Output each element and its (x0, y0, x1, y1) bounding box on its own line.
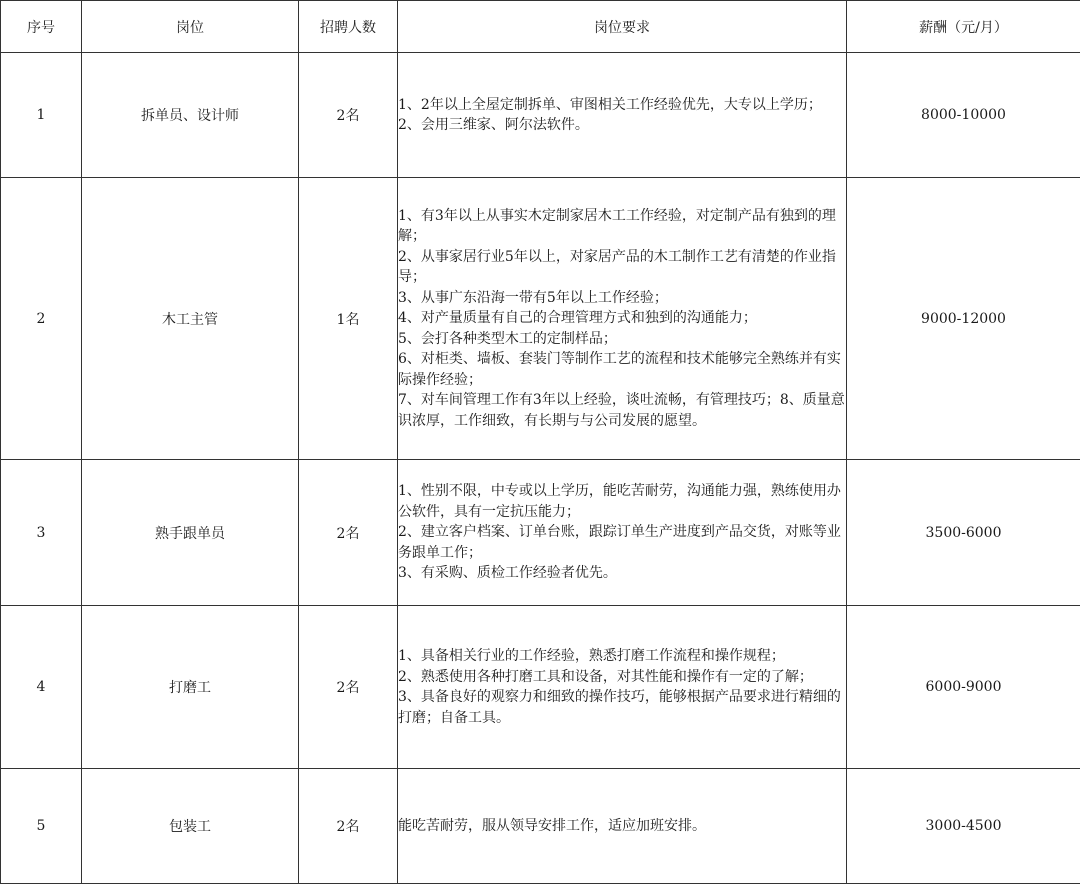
requirement-line: 1、性别不限，中专或以上学历，能吃苦耐劳，沟通能力强，熟练使用办公软件，具有一定抗压能力； (398, 483, 841, 520)
row-position: 拆单员、设计师 (82, 53, 299, 178)
table-row (1, 769, 1080, 884)
requirement-line: 2、会用三维家、阿尔法软件。 (398, 117, 589, 133)
row-position: 包装工 (82, 769, 299, 884)
row-index: 3 (1, 460, 82, 606)
header-salary: 薪酬（元/月） (847, 1, 1080, 53)
header-requirements: 岗位要求 (398, 1, 847, 53)
row-count: 2名 (299, 460, 398, 606)
requirement-line: 7、对车间管理工作有3年以上经验，谈吐流畅，有管理技巧；8、质量意识浓厚，工作细致，有长期与与公司发展的愿望。 (398, 392, 845, 429)
requirement-line: 能吃苦耐劳，服从领导安排工作，适应加班安排。 (398, 817, 706, 834)
row-index: 4 (1, 606, 82, 769)
requirement-line: 5、会打各种类型木工的定制样品； (398, 330, 617, 347)
row-requirements (398, 769, 847, 884)
row-position: 木工主管 (82, 178, 299, 460)
requirement-line: 1、具备相关行业的工作经验，熟悉打磨工作流程和操作规程； (398, 648, 785, 664)
row-count: 2名 (299, 606, 398, 769)
row-index: 1 (1, 53, 82, 178)
row-index: 5 (1, 769, 82, 884)
row-position: 熟手跟单员 (82, 460, 299, 606)
row-count: 1名 (299, 178, 398, 460)
row-salary: 3000-4500 (847, 769, 1080, 884)
requirement-line: 6、对柜类、墙板、套装门等制作工艺的流程和技术能够完全熟练并有实际操作经验； (398, 351, 841, 388)
row-requirements (398, 178, 847, 460)
requirement-line: 1、2年以上全屋定制拆单、审图相关工作经验优先，大专以上学历； (398, 96, 822, 113)
row-requirements (398, 460, 847, 606)
table-row (1, 178, 1080, 460)
header-index: 序号 (1, 1, 82, 53)
requirement-line: 1、有3年以上从事实木定制家居木工工作经验，对定制产品有独到的理解； (398, 207, 836, 245)
row-salary: 6000-9000 (847, 606, 1080, 769)
table-row (1, 606, 1080, 769)
requirement-line: 3、从事广东沿海一带有5年以上工作经验； (398, 289, 668, 306)
row-salary: 3500-6000 (847, 460, 1080, 606)
requirement-line: 2、建立客户档案、订单台账，跟踪订单生产进度到产品交货，对账等业务跟单工作； (398, 524, 841, 561)
row-salary: 8000-10000 (847, 53, 1080, 178)
row-count: 2名 (299, 53, 398, 178)
requirement-line: 2、从事家居行业5年以上，对家居产品的木工制作工艺有清楚的作业指导； (398, 248, 836, 286)
header-position: 岗位 (82, 1, 299, 53)
table-row (1, 460, 1080, 606)
row-requirements (398, 606, 847, 769)
row-position: 打磨工 (82, 606, 299, 769)
row-salary: 9000-12000 (847, 178, 1080, 460)
requirement-line: 3、有采购、质检工作经验者优先。 (398, 565, 617, 582)
header-count: 招聘人数 (299, 1, 398, 53)
requirement-line: 3、具备良好的观察力和细致的操作技巧，能够根据产品要求进行精细的打磨；自备工具。 (398, 689, 841, 726)
row-index: 2 (1, 178, 82, 460)
header-row (1, 1, 1080, 53)
requirement-line: 4、对产量质量有自己的合理管理方式和独到的沟通能力； (398, 310, 757, 327)
requirement-line: 2、熟悉使用各种打磨工具和设备，对其性能和操作有一定的了解； (398, 668, 813, 685)
row-count: 2名 (299, 769, 398, 884)
row-requirements (398, 53, 847, 178)
table-row (1, 53, 1080, 178)
